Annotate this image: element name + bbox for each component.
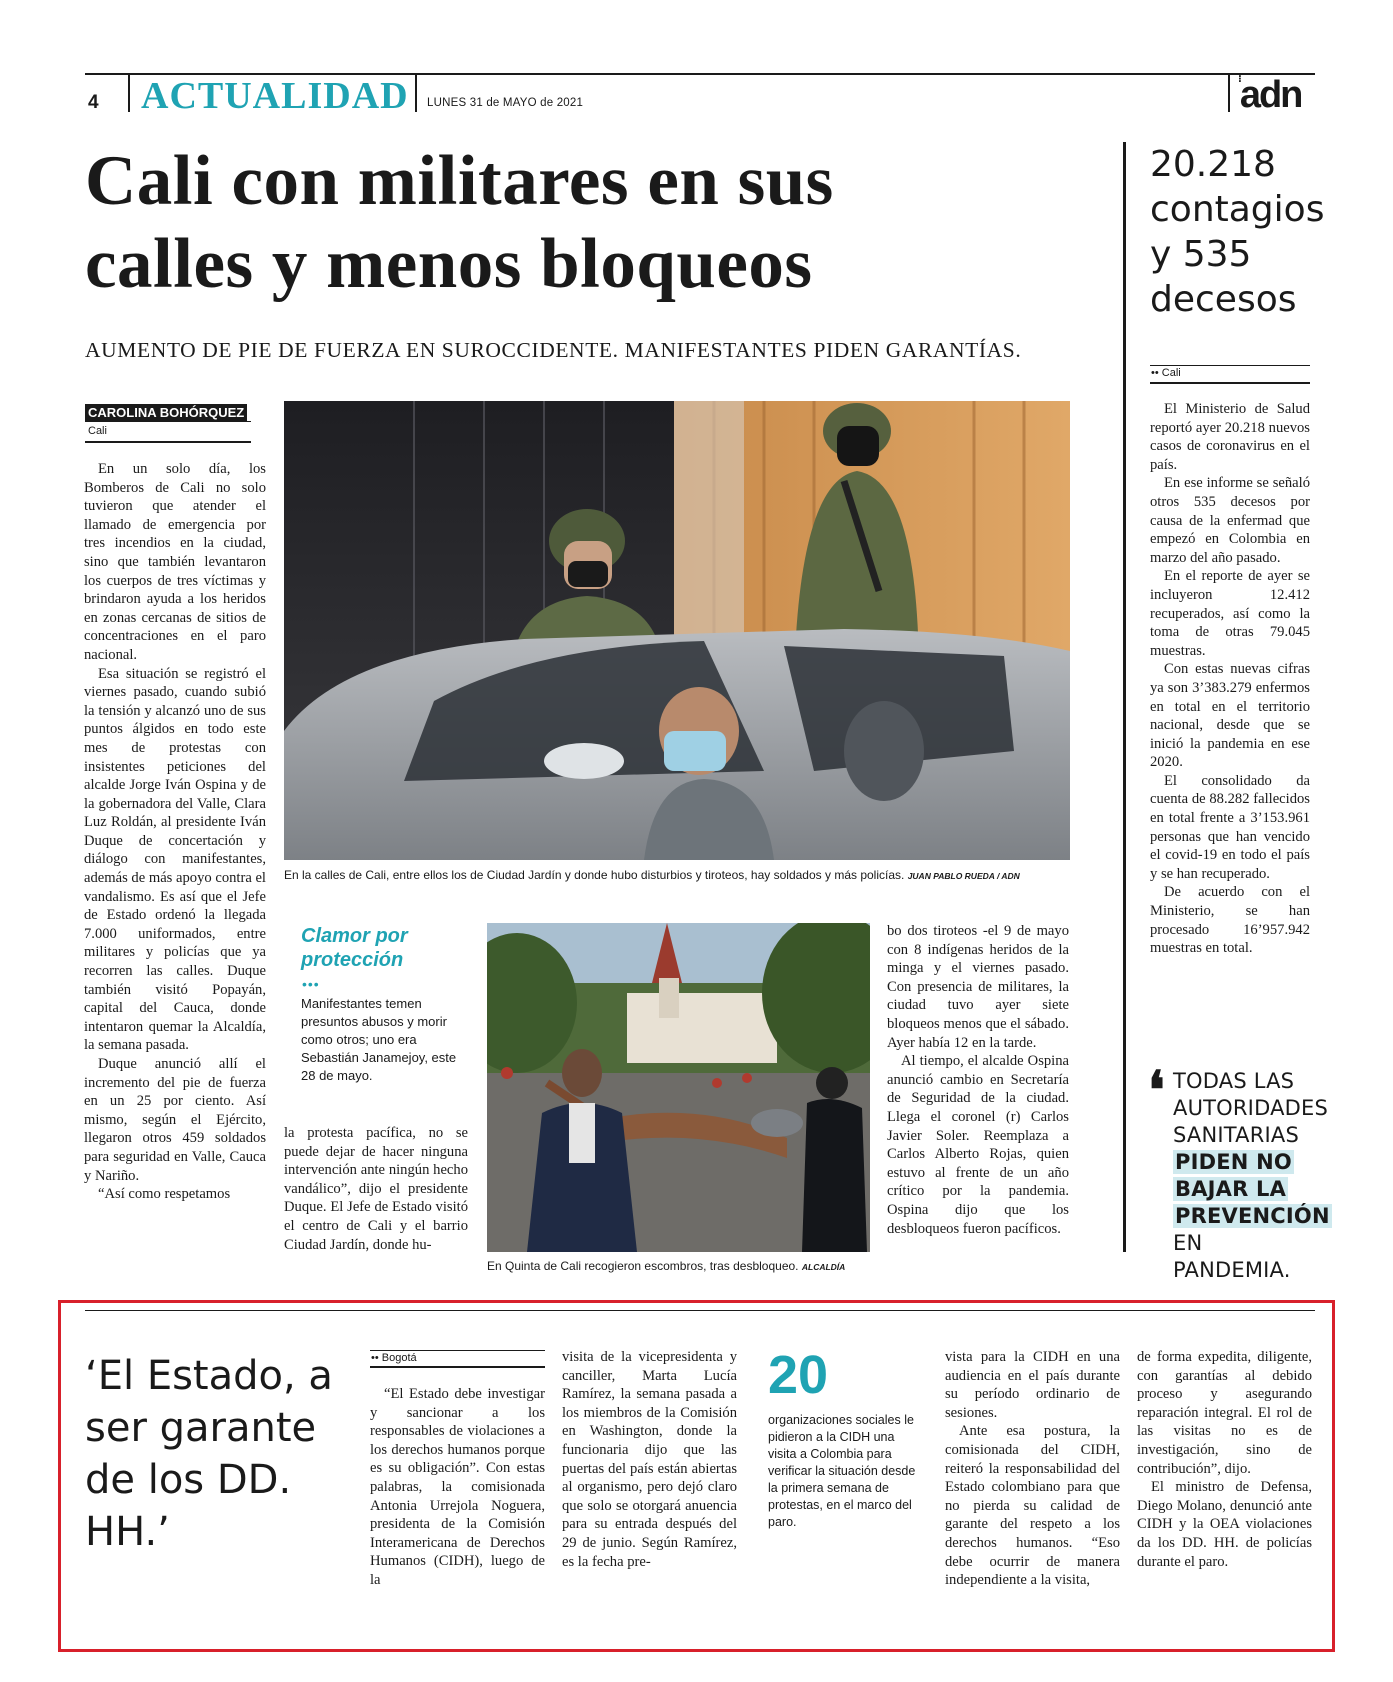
sidebar-rule-thin <box>1150 365 1310 366</box>
article-column-1 <box>84 460 266 1204</box>
big-number: 20 <box>768 1345 829 1405</box>
paragraph: Con estas nuevas cifras ya son 3’383.279 enfermos en total en el territorio nacional, desde que se inició la pandemia en ese 2020. <box>1150 661 1310 771</box>
section-rule <box>85 1310 1315 1311</box>
issue-date: LUNES 31 de MAYO de 2021 <box>427 97 584 109</box>
dots-ornament: ••• <box>302 976 320 992</box>
subheadline: AUMENTO DE PIE DE FUERZA EN SUROCCIDENTE. MANIFESTANTES PIDEN GARANTÍAS. <box>85 338 1022 362</box>
sidebar-rule <box>1123 142 1126 1252</box>
location-rule-thin <box>370 1350 545 1351</box>
section-title: ACTUALIDAD <box>141 75 409 117</box>
box-title: Clamor por protección <box>301 925 408 971</box>
dots-icon: •• <box>1151 367 1162 379</box>
paragraph: “El Estado debe investigar y sancionar a los responsables de violaciones a los derechos humanos porque es su obligación”. Con estas palabras, la comisionada Antonia Urrejola Noguera, presidenta de la Comisión Interamericana de Derechos Humanos (CIDH), luego de la <box>370 1386 545 1588</box>
paragraph: Esa situación se registró el viernes pasado, cuando subió la tensión y alcanzó uno de sus puntos álgidos en todo este mes de protestas con insistentes peticiones del alcalde Jorge Iván Ospina y de la gobernadora del Valle, Clara Luz Roldán, al presidente Iván Duque de concertación y diálogo con manifestantes, además de más apoyo contra el vandalismo. Es así que el Jefe de Estado ordenó la llegada 7.000 uniformados, entre militares y policías que ya recorren las calles. Duque también visitó Popayán, capital del Cauca, donde intentaron quemar la Alcaldía, la semana pasada. <box>84 665 266 1054</box>
paragraph: de forma expedita, diligente, con garantías al debido proceso y asegurando reparación integral. El rol de las visitas no es de investigación, sino de contribución”, dijo. <box>1137 1349 1312 1477</box>
bottom-column-3 <box>945 1348 1120 1590</box>
paragraph: El Ministerio de Salud reportó ayer 20.218 nuevos casos de coronavirus en el país. <box>1150 401 1310 473</box>
article-column-4 <box>887 922 1069 1238</box>
sidebar-location: •• Cali <box>1151 367 1181 379</box>
paragraph: En un solo día, los Bomberos de Cali no solo tuvieron que atender el llamado de emergencia por tres incendios en la ciudad, sino que también levantaron los cuerpos de tres víctimas y brindaron ayuda a los heridos en zonas cercanas de sitios de concentraciones en el paro nacional. <box>84 461 266 663</box>
paragraph: la protesta pacífica, no se puede dejar de hacer ninguna intervención ante ningún hecho vandálico”, dijo el presidente Duque. El Jefe de Estado visitó el centro de Cali y el barrio Ciudad Jardín, donde hu- <box>284 1125 468 1253</box>
quote-mark-icon: ❛ <box>1148 1063 1165 1120</box>
photo-caption: En Quinta de Cali recogieron escombros, tras desbloqueo. ALCALDÍA <box>487 1259 846 1273</box>
box-text: Manifestantes temen presuntos abusos y morir como otros; uno era Sebastián Janamejoy, este 28 de mayo. <box>301 996 457 1083</box>
paragraph: Al tiempo, el alcalde Ospina anunció cambio en Secretaría de Seguridad de la ciudad. Llega el coronel (r) Carlos Javier Soler. Reemplaza a Carlos Alberto Rojas, quien estuvo al frente de un año crítico por la pandemia. Ospina dijo que los desbloqueos fueron pacíficos. <box>887 1053 1069 1237</box>
sidebar-headline: 20.218 contagios y 535 decesos <box>1150 144 1325 320</box>
byline: CAROLINA BOHÓRQUEZ <box>85 404 247 421</box>
page-number: 4 <box>88 92 99 113</box>
sidebar-rule-thick <box>1150 382 1310 384</box>
soldiers-car-photo <box>284 401 1070 860</box>
paragraph: vista para la CIDH en una audiencia en el país durante su período ordinario de sesiones. <box>945 1349 1120 1421</box>
paragraph: visita de la vicepresidenta y canciller, Marta Lucía Ramírez, la semana pasada a los miembros de la Comisión en Washington, donde la funcionaria dijo que las puertas del país están abiertas al organismo, pero dejó claro que solo se otorgará anuencia para su entrada después del 29 de junio. Según Ramírez, es la fecha pre- <box>562 1349 737 1570</box>
paragraph: Ante esa postura, la comisionada del CIDH, reiteró la responsabilidad del Estado colombiano para que no pierda su calidad de garante del respeto a los derechos humanos. “Eso debe ocurrir de manera independiente a la visita, <box>945 1423 1120 1589</box>
byline-rule <box>85 441 251 443</box>
header-divider <box>415 74 417 112</box>
logo-mark-icon: ⁝ <box>1238 74 1240 85</box>
bottom-column-2 <box>562 1348 737 1571</box>
paragraph: En el reporte de ayer se incluyeron 12.412 recuperados, así como la toma de otras 79.045 muestras. <box>1150 568 1310 659</box>
paragraph: Duque anunció allí el incremento del pie de fuerza en un 25 por ciento. Así mismo, según el Ejército, llegaron otros 459 soldados para seguridad en Valle, Cauca y Nariño. <box>84 1056 266 1184</box>
paragraph: En ese informe se señaló otros 535 decesos por causa de la enfermad que empezó en Colombia en marzo del año pasado. <box>1150 475 1310 566</box>
paragraph: bo dos tiroteos -el 9 de mayo con 8 indígenas heridos de la minga y el viernes pasado. Con presencia de militares, la ciudad tuvo ayer siete bloqueos menos que el sábado. Ayer había 12 en la tarde. <box>887 923 1069 1051</box>
paragraph: El consolidado da cuenta de 88.282 fallecidos en total frente a 3’153.961 personas que han vencido el covid-19 en todo el país y se han recuperado. <box>1150 772 1310 882</box>
sidebar-body <box>1150 400 1310 958</box>
location-rule-thick <box>370 1366 545 1368</box>
photo-credit: ALCALDÍA <box>801 1262 846 1272</box>
dots-icon: •• <box>371 1352 382 1364</box>
street-cleanup-photo <box>487 923 870 1252</box>
bottom-headline: ‘El Estado, a ser garante de los DD. HH.’ <box>85 1353 333 1555</box>
paragraph: “Así como respetamos <box>98 1186 231 1203</box>
bottom-location: •• Bogotá <box>371 1352 417 1364</box>
article-column-2 <box>284 1124 468 1254</box>
pull-quote: TODAS LAS AUTORIDADES SANITARIAS PIDEN NO BAJAR LA PREVENCIÓN EN PANDEMIA. <box>1173 1069 1330 1282</box>
bottom-column-1 <box>370 1385 545 1590</box>
headline: Cali con militares en sus calles y menos bloqueos <box>85 142 834 303</box>
header-divider <box>1228 74 1230 112</box>
bottom-column-4 <box>1137 1348 1312 1571</box>
header-divider <box>128 74 130 112</box>
big-number-text: organizaciones sociales le pidieron a la CIDH una visita a Colombia para verificar la situación desde la primera semana de protestas, en el marco del paro. <box>768 1413 916 1529</box>
main-photo <box>284 401 1070 860</box>
byline-rule <box>85 421 251 422</box>
secondary-photo <box>487 923 870 1252</box>
adn-logo: ⁝adn <box>1238 74 1302 116</box>
paragraph: De acuerdo con el Ministerio, se han procesado 16’957.942 muestras en total. <box>1150 884 1310 957</box>
byline-location: Cali <box>88 425 107 437</box>
photo-caption: En la calles de Cali, entre ellos los de Ciudad Jardín y donde hubo disturbios y tiroteos, hay soldados y más policías. JUAN PABLO RUEDA / ADN <box>284 868 1020 882</box>
photo-credit: JUAN PABLO RUEDA / ADN <box>907 871 1020 881</box>
paragraph: El ministro de Defensa, Diego Molano, denunció ante CIDH y la OEA violaciones da los DD. HH. de policías durante el paro. <box>1137 1479 1312 1570</box>
